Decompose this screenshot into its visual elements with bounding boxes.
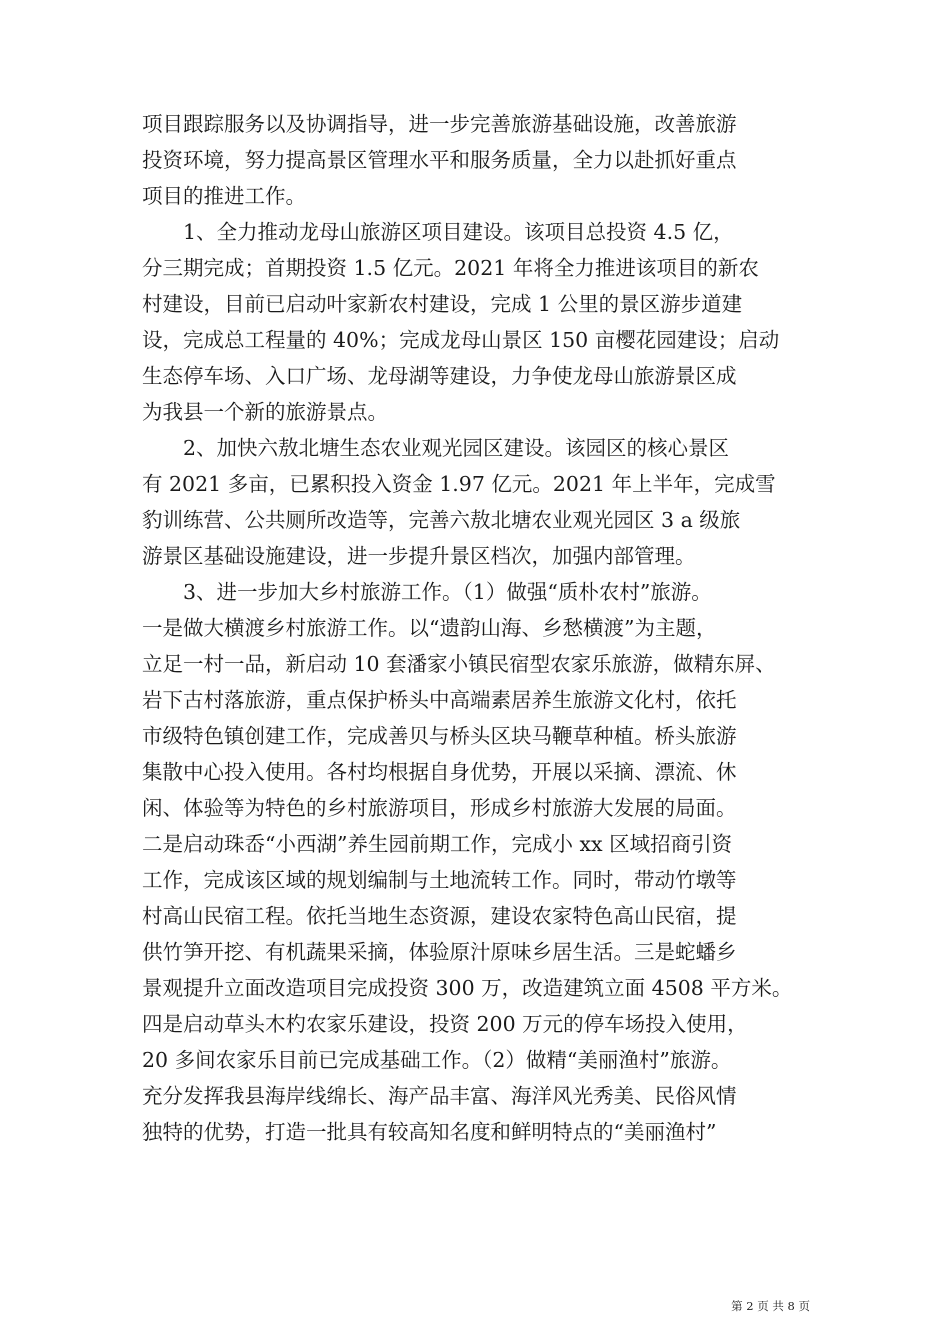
- text-line: 集散中心投入使用。各村均根据自身优势，开展以采摘、漂流、休: [142, 760, 737, 784]
- text-line: 游景区基础设施建设，进一步提升景区档次，加强内部管理。: [142, 544, 696, 568]
- text-line: 20 多间农家乐目前已完成基础工作。（2）做精“美丽渔村”旅游。: [142, 1048, 732, 1072]
- paragraph-1-heading-line: 1、全力推动龙母山旅游区项目建设。该项目总投资 4.5 亿，: [183, 220, 734, 244]
- page-number-footer: 第 2 页 共 8 页: [731, 1299, 810, 1313]
- text-line: 市级特色镇创建工作，完成善贝与桥头区块马鞭草种植。桥头旅游: [142, 724, 737, 748]
- text-line: 岩下古村落旅游，重点保护桥头中高端素居养生旅游文化村，依托: [142, 688, 737, 712]
- text-line: 立足一村一品，新启动 10 套潘家小镇民宿型农家乐旅游，做精东屏、: [142, 652, 776, 676]
- paragraph-3-heading-line: 3、进一步加大乡村旅游工作。（1）做强“质朴农村”旅游。: [183, 580, 712, 604]
- text-line: 工作，完成该区域的规划编制与土地流转工作。同时，带动竹墩等: [142, 868, 737, 892]
- text-line: 充分发挥我县海岸线绵长、海产品丰富、海洋风光秀美、民俗风情: [142, 1084, 737, 1108]
- text-line: 闲、体验等为特色的乡村旅游项目，形成乡村旅游大发展的局面。: [142, 796, 737, 820]
- text-line: 生态停车场、入口广场、龙母湖等建设，力争使龙母山旅游景区成: [142, 364, 737, 388]
- text-line: 为我县一个新的旅游景点。: [142, 400, 388, 424]
- text-line: 独特的优势，打造一批具有较高知名度和鲜明特点的“美丽渔村”: [142, 1120, 717, 1144]
- text-line: 景观提升立面改造项目完成投资 300 万，改造建筑立面 4508 平方米。: [142, 976, 793, 1000]
- text-line: 投资环境，努力提高景区管理水平和服务质量，全力以赴抓好重点: [142, 148, 737, 172]
- text-line: 有 2021 多亩，已累积投入资金 1.97 亿元。2021 年上半年，完成雪: [142, 472, 776, 496]
- text-line: 供竹笋开挖、有机蔬果采摘，体验原汁原味乡居生活。三是蛇蟠乡: [142, 940, 737, 964]
- text-line: 村高山民宿工程。依托当地生态资源，建设农家特色高山民宿，提: [142, 904, 737, 928]
- text-line: 一是做大横渡乡村旅游工作。以“遗韵山海、乡愁横渡”为主题，: [142, 616, 717, 640]
- text-line: 分三期完成；首期投资 1.5 亿元。2021 年将全力推进该项目的新农: [142, 256, 759, 280]
- paragraph-2-heading-line: 2、加快六敖北塘生态农业观光园区建设。该园区的核心景区: [183, 436, 730, 460]
- text-line: 二是启动珠岙“小西湖”养生园前期工作，完成小 xx 区域招商引资: [142, 832, 733, 856]
- text-line: 村建设，目前已启动叶家新农村建设，完成 1 公里的景区游步道建: [142, 292, 743, 316]
- text-line: 四是启动草头木杓农家乐建设，投资 200 万元的停车场投入使用，: [142, 1012, 748, 1036]
- text-line: 豹训练营、公共厕所改造等，完善六敖北塘农业观光园区 3 a 级旅: [142, 508, 741, 532]
- text-line: 项目的推进工作。: [142, 184, 306, 208]
- text-line: 项目跟踪服务以及协调指导，进一步完善旅游基础设施，改善旅游: [142, 112, 737, 136]
- text-line: 设，完成总工程量的 40%；完成龙母山景区 150 亩樱花园建设；启动: [142, 328, 780, 352]
